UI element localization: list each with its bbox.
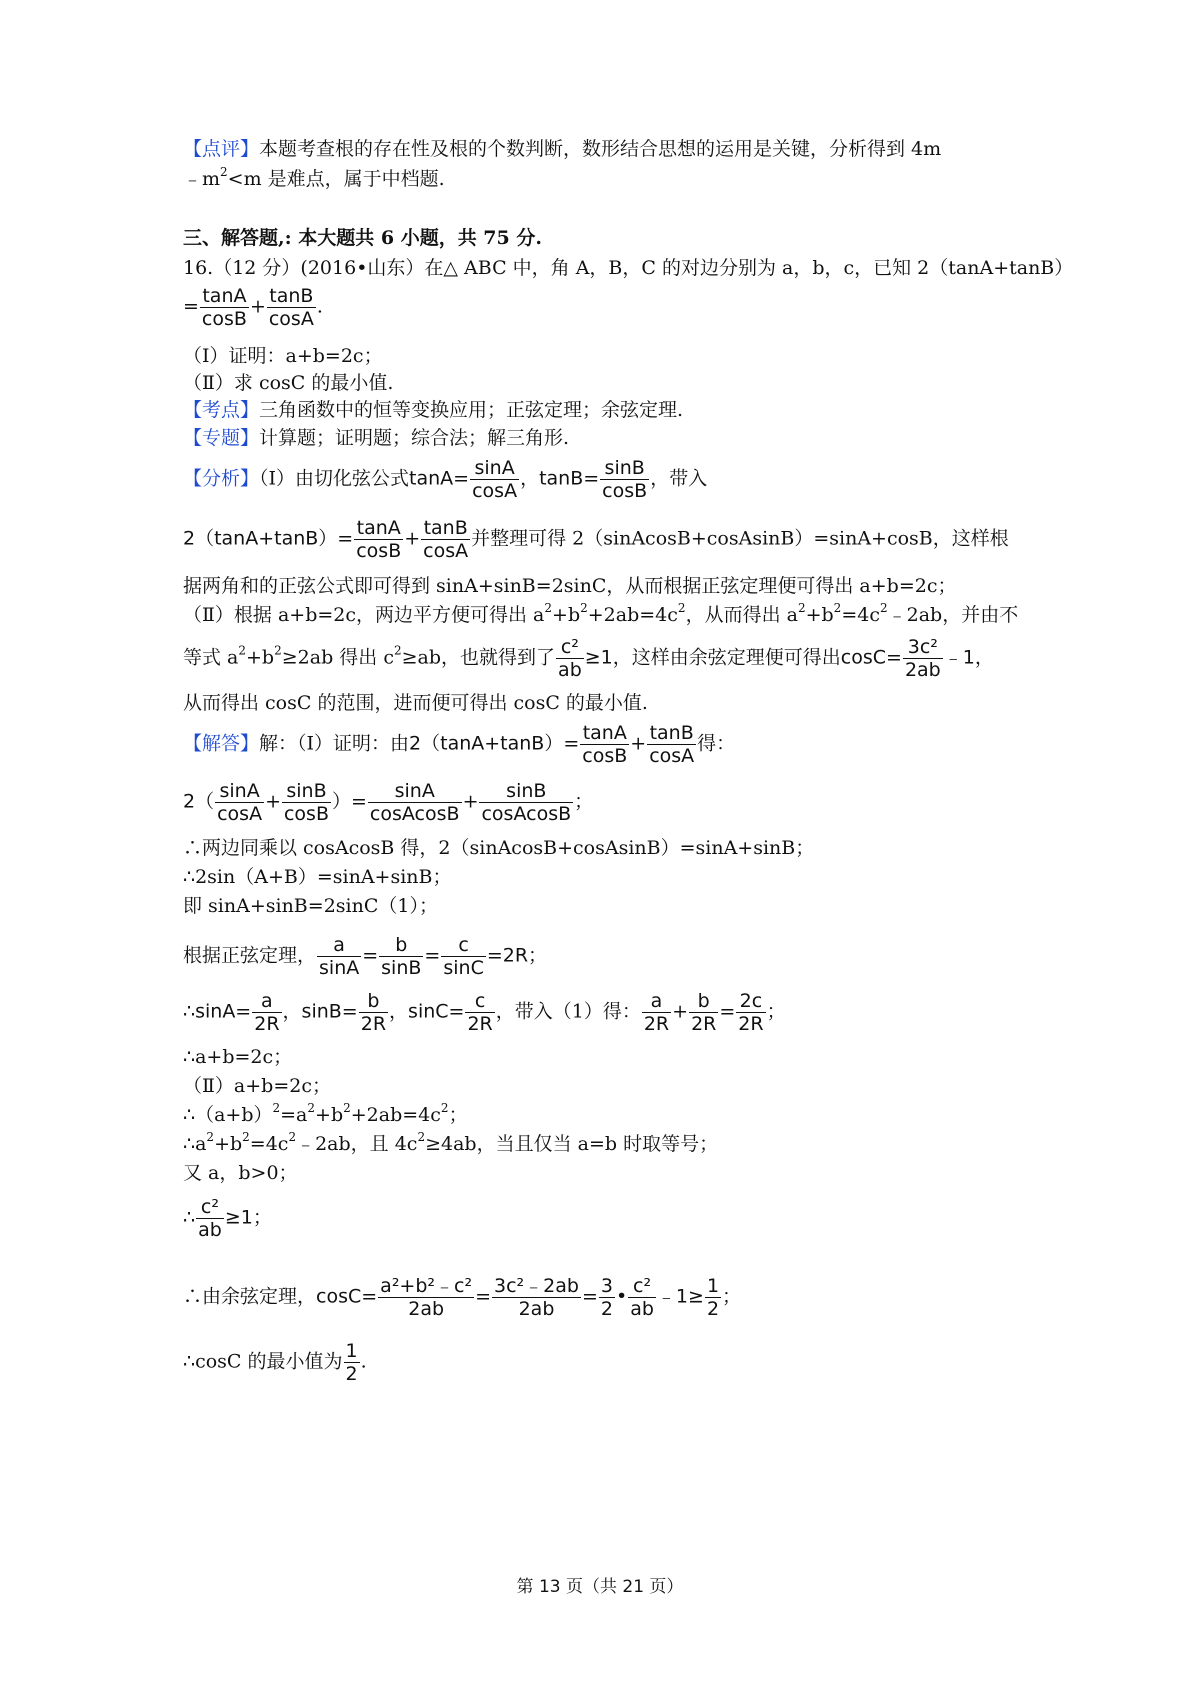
zhuanti-tag: 【专题】 [183,427,260,449]
plus-sign: + [462,790,479,813]
fraction: $\frac{\tan A}{\cos B}$ [201,285,247,330]
fraction: $\frac{\sin A}{\text{cosAcosB}}$ [369,780,460,825]
text: ，带入（1）得： [495,1000,641,1023]
text: ∴ [183,1000,196,1023]
text: =4c [841,604,880,626]
remark-line-1 [183,136,941,162]
text: ，这样由余弦定理便可得出 [612,646,841,669]
eq-sign: = [424,944,441,967]
superscript: 2 [242,1130,250,1144]
jieda-line-13 [183,1196,272,1241]
eq-sign: = [183,295,199,318]
fenxi-line-3: 据两角和的正弦公式即可得到 sinA+sinB=2sinC，从而根据正弦定理便可得出 a+b=2c； [183,575,957,597]
text: ， [282,1000,302,1023]
superscript: 2 [272,1101,281,1115]
text: 解：（Ⅰ）证明：由 [259,732,410,755]
text: ≥2ab 得出 c [281,646,394,669]
formula-text: ≥1； [224,1206,272,1229]
jieda-line-10 [183,1102,468,1128]
jieda-line-4: ∴2sin（A+B）=sinA+sinB； [183,866,452,888]
fraction: $\frac{\sin B}{\cos B}$ [602,457,648,502]
text: ， [520,467,540,490]
text: +b [805,604,834,626]
fenxi-line-2 [183,517,1009,562]
jieda-line-9: （Ⅱ）a+b=2c； [183,1075,331,1097]
q16-equation [183,285,323,330]
fraction: $\frac{b}{\sin B}$ [381,934,422,979]
superscript: 2 [288,1130,297,1144]
text: . [360,1350,367,1373]
jieda-line-11 [183,1131,718,1157]
text: ； [574,790,594,813]
jieda-tag: 【解答】 [183,732,260,755]
fenxi-line-1 [183,457,707,502]
superscript: 2 [580,601,588,615]
fraction: $\frac{\tan B}{\cos A}$ [649,722,695,767]
fraction: $\frac{1}{2}$ [345,1340,358,1385]
formula-text: =2R； [486,944,548,967]
kaodian-line [183,397,683,423]
fraction: $\frac{\sin A}{\cos A}$ [472,457,518,502]
text: ≥4ab，当且仅当 a=b 时取等号； [425,1133,719,1155]
text: +2ab=4c [350,1104,441,1126]
q16-head: 16.（12 分）(2016•山东）在△ ABC 中，角 A，B，C 的对边分别为 a，b，c，已知 2（tanA+tanB） [183,257,1074,279]
formula-text: tanA= [409,467,470,490]
text: 得： [697,732,736,755]
text: +2ab=4c [587,604,678,626]
text: ﹣2ab，并由不 [887,604,1019,626]
formula-text: tanB= [539,467,600,490]
formula-text: 2（tanA+tanB）= [183,527,354,550]
formula-text: 2（tanA+tanB）= [409,732,580,755]
fraction: $\frac{\tan B}{\cos A}$ [268,285,314,330]
remark-text-1: 本题考查根的存在性及根的个数判断，数形结合思想的运用是关键，分析得到 4m [259,138,942,160]
text: =4c [249,1133,289,1155]
fraction: $\frac{\text{3c²﹣2ab}}{2ab}$ [494,1275,579,1320]
fraction: $\frac{3}{2}$ [600,1275,613,1320]
text: +b [214,1133,243,1155]
fraction: $\frac{b}{2R}$ [360,990,387,1035]
jieda-line-15 [183,1340,367,1385]
text: +b [246,646,275,669]
fraction: $\frac{\tan A}{\cos B}$ [582,722,628,767]
text: ≥ab，也就得到了 [401,646,556,669]
fraction: $\frac{\text{c²}}{ab}$ [630,1275,654,1320]
q16-part1: （Ⅰ）证明：a+b=2c； [183,345,383,367]
text: ∴cosC 的最小值为 [183,1350,343,1373]
dot-sign: • [615,1285,628,1308]
superscript: 2 [238,643,247,658]
plus-sign: + [672,1000,689,1023]
jieda-line-7 [183,990,786,1035]
text: ； [766,1000,786,1023]
fraction: $\frac{\sin B}{\text{cosAcosB}}$ [481,780,572,825]
jieda-line-14 [183,1275,741,1320]
fraction: $\frac{b}{2R}$ [691,990,717,1035]
formula-text: cosC= [316,1285,378,1308]
remark-text-2a: ﹣m [183,168,221,190]
superscript: 2 [307,1101,316,1115]
text: （Ⅰ）由切化弦公式 [259,467,410,490]
formula-text: ﹣1≥ [656,1285,704,1308]
plus-sign: + [630,732,647,755]
formula-text: ）= [332,790,367,813]
fraction: $\frac{\tan A}{\cos B}$ [356,517,402,562]
superscript: 2 [797,601,806,615]
fraction: $\frac{1}{2}$ [706,1275,720,1320]
text: 根据正弦定理， [183,944,317,967]
superscript: 2 [677,601,686,615]
jieda-line-8: ∴a+b=2c； [183,1046,293,1068]
fraction: $\frac{\sin B}{\cos B}$ [283,780,329,825]
text: ； [448,1104,468,1126]
text: ∴由余弦定理， [183,1285,317,1308]
fraction: $\frac{\text{3c²}}{2ab}$ [904,636,941,681]
formula-text: sinA= [195,1000,252,1023]
fenxi-line-4 [183,602,1018,628]
text: ∴（a+b） [183,1104,273,1126]
fenxi-tag: 【分析】 [183,467,260,490]
text: ∴ [183,1206,196,1229]
superscript: 2 [417,1130,426,1144]
page-footer: 第 13 页（共 21 页） [516,1577,684,1597]
fraction: $\frac{\tan B}{\cos A}$ [423,517,469,562]
remark-tag: 【点评】 [183,138,260,160]
fraction: $\frac{\text{a²+b²﹣c²}}{2ab}$ [380,1275,473,1320]
zhuanti-text: 计算题；证明题；综合法；解三角形. [259,427,570,449]
eq-sign: = [362,944,379,967]
jieda-line-6 [183,934,547,979]
text: （Ⅱ）根据 a+b=2c，两边平方便可得出 a [183,604,545,626]
text: ； [722,1285,742,1308]
plus-sign: + [265,790,281,813]
eq-sign: = [719,1000,736,1023]
fraction: $\frac{c}{\sin C}$ [443,934,484,979]
jieda-line-2 [183,780,593,825]
superscript: 2 [879,601,888,615]
jieda-line-3: ∴两边同乘以 cosAcosB 得，2（sinAcosB+cosAsinB）=sinA+sinB； [183,837,815,859]
q16-part2: （Ⅱ）求 cosC 的最小值. [183,372,394,394]
fraction: $\frac{a}{2R}$ [643,990,670,1035]
text: ∴a [183,1133,207,1155]
superscript: 2 [274,643,282,658]
superscript: 2 [343,1101,351,1115]
kaodian-tag: 【考点】 [183,399,260,421]
formula-text: cosC= [840,646,902,669]
superscript: 2 [440,1101,449,1115]
kaodian-text: 三角函数中的恒等变换应用；正弦定理；余弦定理. [259,399,684,421]
formula-text: sinB= [301,1000,358,1023]
eq-sign: = [581,1285,598,1308]
formula-text: 2（ [183,790,215,813]
text: ， [389,1000,409,1023]
formula-text: ≥1 [584,646,613,669]
text: ﹣2ab，且 4c [296,1133,418,1155]
fraction: $\frac{\text{c²}}{ab}$ [198,1196,222,1241]
section-title: 三、解答题,: 本大题共 6 小题，共 75 分. [183,227,542,249]
superscript: 2 [206,1130,215,1144]
plus-sign: + [404,527,421,550]
jieda-line-12: 又 a，b>0； [183,1162,298,1184]
jieda-line-1 [183,722,735,767]
zhuanti-line [183,425,569,451]
text: +b [552,604,581,626]
text: +b [315,1104,344,1126]
remark-line-2 [183,166,445,192]
superscript: 2 [220,165,228,179]
eq-sign: = [475,1285,492,1308]
superscript: 2 [393,643,402,658]
text: ，带入 [650,467,708,490]
fraction: $\frac{2c}{2R}$ [738,990,764,1035]
period: . [316,295,323,318]
fenxi-line-6: 从而得出 cosC 的范围，进而便可得出 cosC 的最小值. [183,692,648,714]
superscript: 2 [544,601,553,615]
fraction: $\frac{\text{c²}}{ab}$ [558,636,582,681]
text: 等式 a [183,646,239,669]
fraction: $\frac{a}{2R}$ [254,990,280,1035]
fraction: $\frac{a}{\sin A}$ [319,934,360,979]
fenxi-line-5 [183,636,994,681]
formula-text: ﹣1， [943,646,994,669]
plus-sign: + [249,295,266,318]
jieda-line-5: 即 sinA+sinB=2sinC（1）； [183,895,438,917]
text: ，从而得出 a [685,604,798,626]
fraction: $\frac{c}{2R}$ [467,990,493,1035]
superscript: 2 [833,601,842,615]
fraction: $\frac{\sin A}{\cos A}$ [217,780,263,825]
text: =a [280,1104,308,1126]
text: 并整理可得 2（sinAcosB+cosAsinB）=sinA+cosB，这样根 [471,527,1009,550]
remark-text-2b: <m 是难点，属于中档题. [227,168,445,190]
formula-text: sinC= [408,1000,465,1023]
